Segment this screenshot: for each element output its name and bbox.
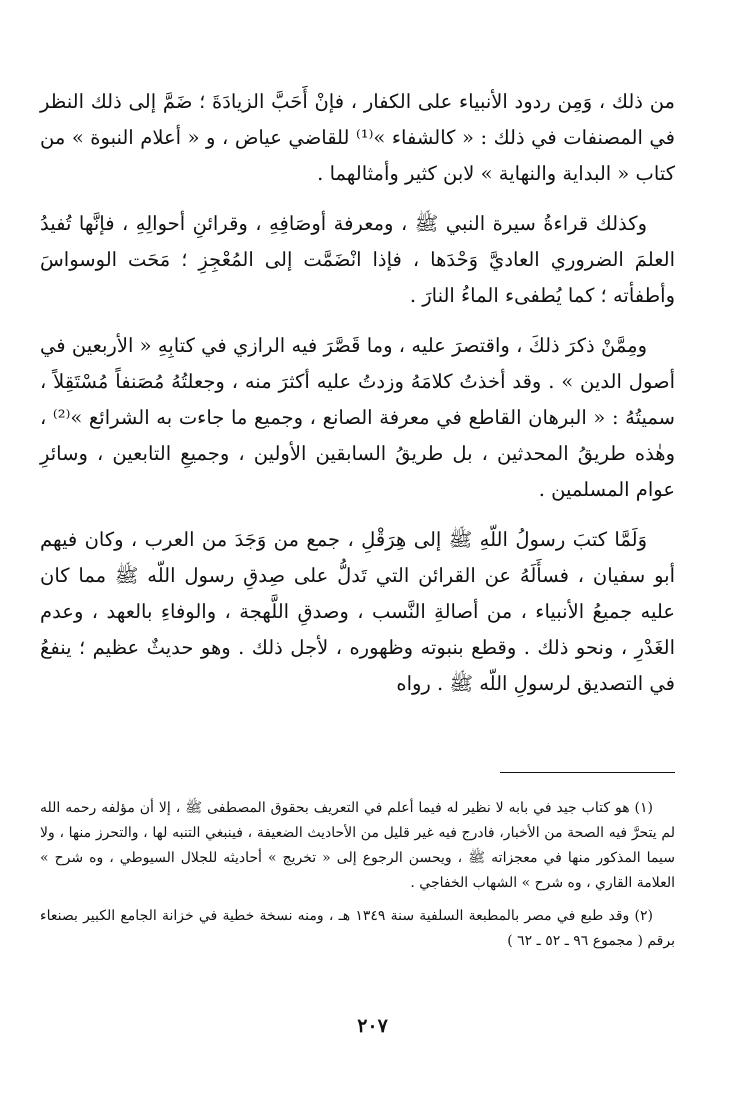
footnote-1: (١) هو كتاب جيد في بابه لا نظير له فيما أعلم في التعريف بحقوق المصطفى ﷺ ، إلا أن مؤلفه رحمه الله لم يتحرَّ فيه الصحة من الأخبار، فادرج فيه غير قليل من الأحاديث الضعيفة ، فينبغي التنبه لها ، والتحرز منها ، ولا سيما المذكور منها في معجزاته ﷺ ، ويحسن الرجوع إلى « تخريج » أحاديثه للجلال السيوطي ، وه شرح » العلامة القاري ، وه شرح » الشهاب الخفاجي . (40, 800, 675, 891)
paragraph-4: وَلَمَّا كتبَ رسولُ اللّهِ ﷺ إلى هِرَقْلِ ، جمع من وَجَدَ من العرب ، وكان فيهم أبو سفيان ، فسأَلَهُ عن القرائن التي تَدلُّ على صِدقِ رسول اللّه ﷺ مما كان عليه جميعُ الأنبياء ، من أصالةِ النَّسب ، وصدقِ اللَّهجة ، والوفاءِ بالعهد ، وعدم الغَدْرِ ، ونحو ذلك . وقطع بنبوته وظهوره ، لأجل ذلك . وهو حديثٌ عظيم ؛ ينفعُ في التصديق لرسولِ اللّه ﷺ . رواه (40, 528, 675, 695)
main-text (40, 84, 675, 716)
footnotes (40, 796, 675, 962)
paragraph-1: من ذلك ، وَمِن ردود الأنبياء على الكفار ، فإنْ أَحَبَّ الزيادَةَ ؛ ضَمَّ إلى ذلك النظر في المصنفات في ذلك : « كالشفاء »⁽¹⁾ للقاضي عياض ، و « أعلام النبوة » من كتاب « البداية والنهاية » لابن كثير وأمثالهما . (40, 90, 675, 185)
paragraph-2: وكذلك قراءةُ سيرة النبي ﷺ ، ومعرفة أوصَافِهِ ، وقرائنِ أحوالِهِ ، فإنَّها تُفيدُ العلمَ الضروري العاديَّ وَحْدَها ، فإذا انْضَمَّت إلى المُعْجِزِ ؛ مَحَت الوسواسَ وأطفأته ؛ كما يُطفىء الماءُ النارَ . (40, 212, 675, 307)
footnote-separator (500, 772, 675, 773)
paragraph-3: ومِمَّنْ ذكرَ ذلكَ ، واقتصرَ عليه ، وما قَصَّرَ فيه الرازي في كتابِهِ « الأربعين في أصول الدين » . وقد أخذتُ كلامَهُ وزدتُ عليه أكثرَ منه ، وجعلتُهُ مُصَنفاً مُسْتَقِلاً ، سميتُهُ : « البرهان القاطع في معرفة الصانع ، وجميع ما جاءت به الشرائع »⁽²⁾ ، وهٰذه طريقُ المحدثين ، بل طريقُ السابقين الأولين ، وجميعِ التابعين ، وسائرِ عوام المسلمين . (40, 334, 675, 501)
page-number: ٢٠٧ (357, 1015, 388, 1037)
footnote-2: (٢) وقد طبع في مصر بالمطبعة السلفية سنة ١٣٤٩ هـ ، ومنه نسخة خطية في خزانة الجامع الكبير بصنعاء برقم ( مجموع ٩٦ ـ ٥٢ ـ ٦٢ ) (40, 908, 675, 949)
